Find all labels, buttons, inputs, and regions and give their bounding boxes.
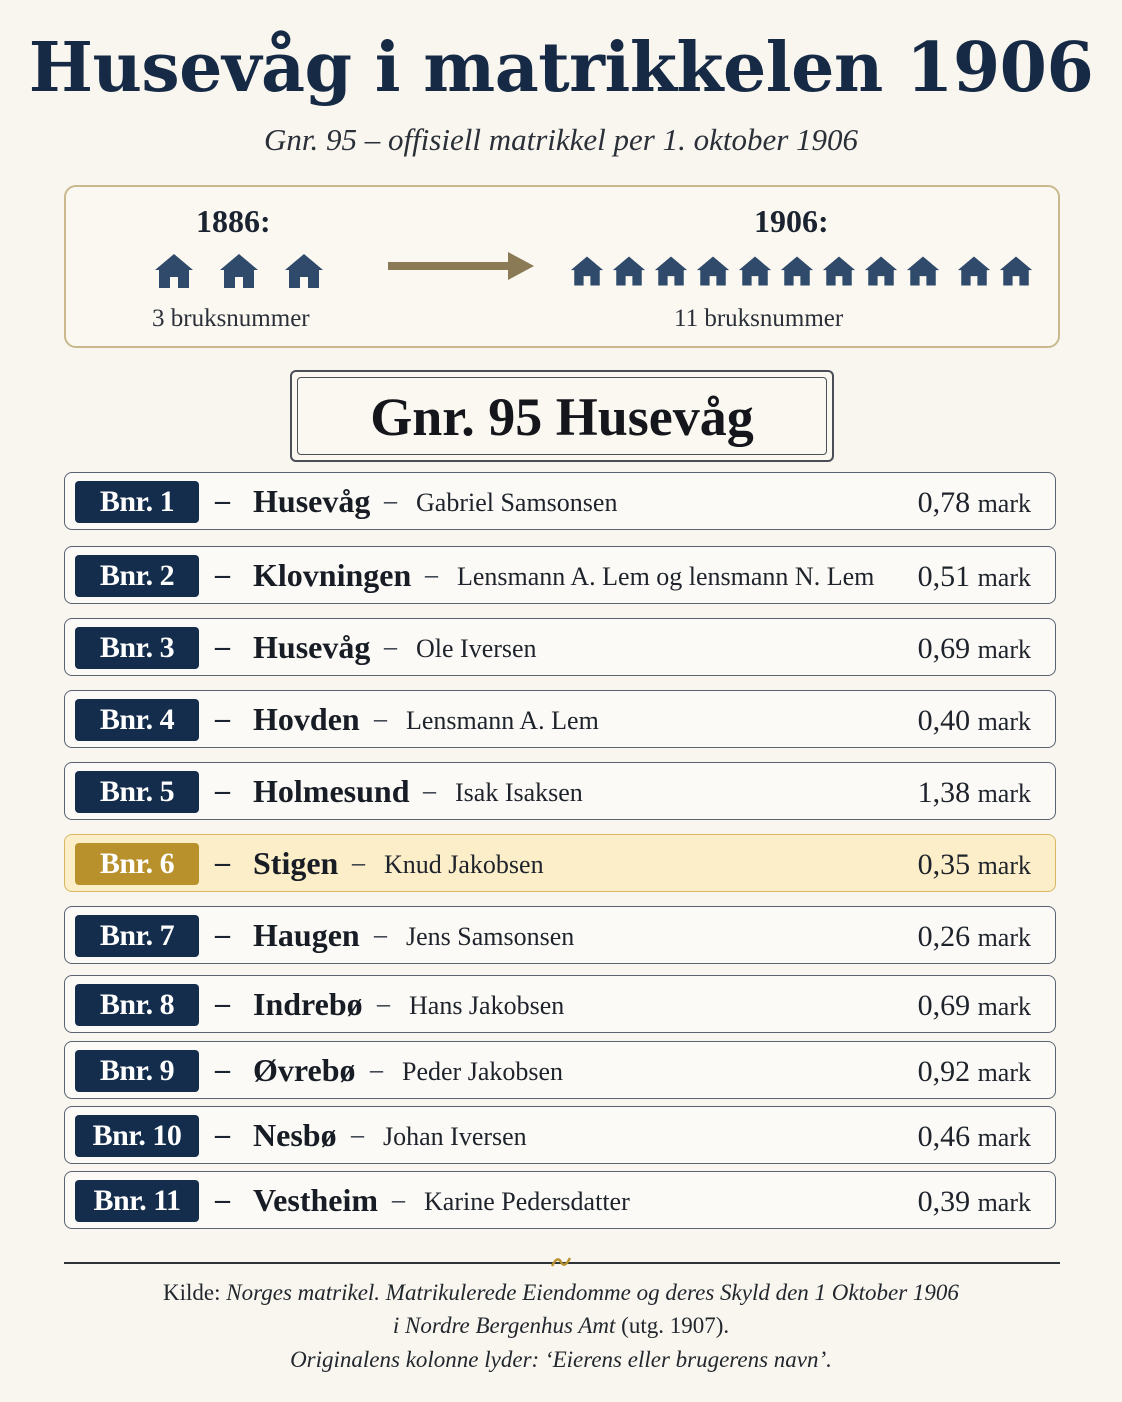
skyld-value: [918, 776, 1031, 810]
skyld-number: 0,78: [917, 486, 971, 519]
separator-dash: –: [384, 632, 397, 661]
bnr-badge: Bnr. 8: [75, 984, 199, 1026]
table-row: [64, 618, 1056, 676]
separator-dash: –: [215, 702, 230, 735]
skyld-number: 0,69: [917, 632, 971, 665]
house-icons-after: [570, 255, 1041, 287]
separator-dash: –: [215, 1053, 230, 1086]
house-icon: [999, 255, 1033, 287]
skyld-value: [918, 848, 1031, 882]
separator-dash: –: [425, 560, 438, 589]
house-icon: [284, 253, 324, 289]
farm-name: Indrebø: [253, 986, 363, 1022]
separator-dash: –: [392, 1185, 405, 1214]
table-row: [64, 834, 1056, 892]
owner-name: Isak Isaksen: [455, 778, 583, 807]
comparison-caption-before: 3 bruksnummer: [152, 305, 310, 332]
house-icon: [780, 255, 814, 287]
skyld-value: [918, 560, 1031, 594]
plaque-title: Gnr. 95 Husevåg: [370, 387, 754, 447]
separator-dash: –: [215, 1183, 230, 1216]
bnr-badge: Bnr. 7: [75, 915, 199, 957]
skyld-number: 0,39: [917, 1185, 971, 1218]
house-icon: [822, 255, 856, 287]
skyld-value: [918, 1185, 1031, 1219]
separator-dash: –: [215, 484, 230, 517]
skyld-unit: mark: [977, 635, 1031, 664]
separator-dash: –: [352, 848, 365, 877]
farm-name: Stigen: [253, 845, 339, 881]
separator-dash: –: [215, 918, 230, 951]
skyld-value: [918, 989, 1031, 1023]
owner-name: Hans Jakobsen: [409, 991, 565, 1020]
owner-name: Knud Jakobsen: [384, 850, 544, 879]
source-line-2: i Nordre Bergenhus Amt (utg. 1907).: [392, 1313, 730, 1338]
bnr-badge: Bnr. 3: [75, 627, 199, 669]
bnr-badge: Bnr. 5: [75, 771, 199, 813]
skyld-number: 0,92: [917, 1055, 971, 1088]
farm-name: Holmesund: [253, 773, 410, 809]
bnr-badge: Bnr. 1: [75, 481, 199, 523]
bnr-badge: Bnr. 4: [75, 699, 199, 741]
comparison-year-after: 1906:: [754, 203, 829, 239]
table-row: [64, 1171, 1056, 1229]
owner-name: Jens Samsonsen: [406, 922, 575, 951]
bnr-badge: Bnr. 2: [75, 555, 199, 597]
separator-dash: –: [374, 920, 387, 949]
house-icon: [957, 255, 991, 287]
farm-name: Husevåg: [253, 629, 371, 665]
skyld-value: [918, 486, 1031, 520]
house-icon: [738, 255, 772, 287]
table-row: [64, 1106, 1056, 1164]
table-row: [64, 1041, 1056, 1099]
arrow-right-icon: [388, 251, 534, 281]
skyld-unit: mark: [977, 1058, 1031, 1087]
comparison-panel: [64, 185, 1060, 348]
skyld-unit: mark: [977, 707, 1031, 736]
farm-name: Vestheim: [253, 1182, 379, 1218]
plaque-header: [290, 370, 834, 462]
skyld-unit: mark: [977, 563, 1031, 592]
separator-dash: –: [374, 704, 387, 733]
source-line-3: Originalens kolonne lyder: ‘Eierens eller brugerens navn’.: [290, 1347, 832, 1372]
house-icon: [696, 255, 730, 287]
owner-name: Lensmann A. Lem og lensmann N. Lem: [457, 562, 875, 591]
farm-name: Haugen: [253, 917, 360, 953]
owner-name: Lensmann A. Lem: [406, 706, 599, 735]
house-icons-before: [154, 253, 349, 289]
separator-dash: –: [377, 989, 390, 1018]
bnr-badge: Bnr. 9: [75, 1050, 199, 1092]
house-icon: [154, 253, 194, 289]
page-title: Husevåg i matrikkelen 1906: [28, 28, 1094, 108]
skyld-unit: mark: [977, 923, 1031, 952]
skyld-number: 0,26: [917, 920, 971, 953]
skyld-number: 0,51: [917, 560, 971, 593]
skyld-value: [918, 920, 1031, 954]
separator-dash: –: [370, 1055, 383, 1084]
source-line-1: Kilde: Norges matrikel. Matrikulerede Eiendomme og deres Skyld den 1 Oktober 1906: [163, 1280, 959, 1305]
owner-name: Johan Iversen: [383, 1122, 527, 1151]
table-row: [64, 762, 1056, 820]
farm-name: Hovden: [253, 701, 360, 737]
skyld-unit: mark: [977, 489, 1031, 518]
skyld-number: 0,46: [917, 1120, 971, 1153]
skyld-unit: mark: [977, 1188, 1031, 1217]
farm-name: Klovningen: [253, 557, 412, 593]
owner-name: Gabriel Samsonsen: [416, 488, 618, 517]
skyld-number: 0,69: [917, 989, 971, 1022]
separator-dash: –: [215, 846, 230, 879]
table-row: [64, 975, 1056, 1033]
bnr-badge: Bnr. 11: [75, 1180, 199, 1222]
table-row: [64, 546, 1056, 604]
house-icon: [654, 255, 688, 287]
separator-dash: –: [215, 630, 230, 663]
house-icon: [570, 255, 604, 287]
owner-name: Karine Pedersdatter: [424, 1187, 630, 1216]
farm-name: Husevåg: [253, 483, 371, 519]
house-icon: [612, 255, 646, 287]
skyld-number: 0,35: [917, 848, 971, 881]
skyld-unit: mark: [977, 992, 1031, 1021]
bnr-badge: Bnr. 10: [75, 1115, 199, 1157]
bnr-badge: Bnr. 6: [75, 843, 199, 885]
table-row: [64, 472, 1056, 530]
skyld-unit: mark: [977, 851, 1031, 880]
farm-name: Øvrebø: [253, 1052, 356, 1088]
table-row: [64, 690, 1056, 748]
separator-dash: –: [215, 987, 230, 1020]
page-subtitle: Gnr. 95 – offisiell matrikkel per 1. oktober 1906: [263, 122, 859, 157]
house-icon: [864, 255, 898, 287]
owner-name: Ole Iversen: [416, 634, 537, 663]
ornament-icon: [550, 1255, 572, 1269]
skyld-unit: mark: [977, 779, 1031, 808]
separator-dash: –: [351, 1120, 364, 1149]
owner-name: Peder Jakobsen: [402, 1057, 564, 1086]
comparison-year-before: 1886:: [196, 203, 271, 239]
skyld-value: [918, 632, 1031, 666]
skyld-number: 0,40: [917, 704, 971, 737]
skyld-unit: mark: [977, 1123, 1031, 1152]
house-icon: [906, 255, 940, 287]
skyld-value: [918, 1055, 1031, 1089]
house-icon: [219, 253, 259, 289]
skyld-number: 1,38: [917, 776, 971, 809]
separator-dash: –: [215, 1118, 230, 1151]
skyld-value: [918, 704, 1031, 738]
comparison-caption-after: 11 bruksnummer: [674, 305, 844, 332]
farm-name: Nesbø: [253, 1117, 337, 1153]
skyld-value: [918, 1120, 1031, 1154]
separator-dash: –: [423, 776, 436, 805]
table-row: [64, 906, 1056, 964]
separator-dash: –: [215, 558, 230, 591]
separator-dash: –: [215, 774, 230, 807]
separator-dash: –: [384, 486, 397, 515]
